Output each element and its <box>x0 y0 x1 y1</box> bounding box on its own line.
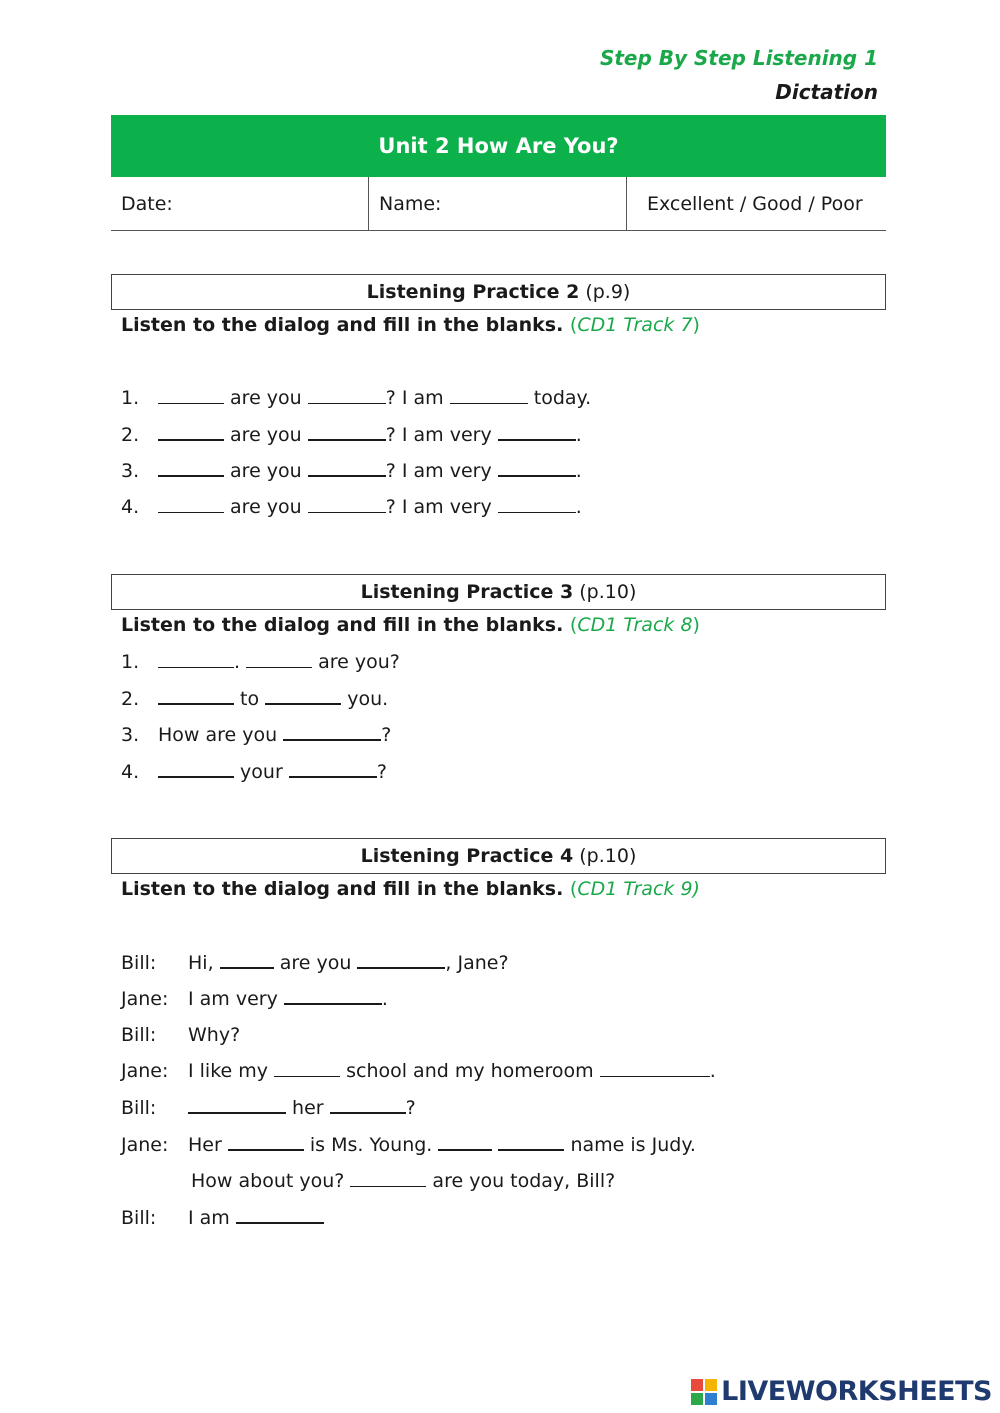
item-text: ? I am <box>385 387 450 409</box>
item-text: ? I am very <box>385 460 498 482</box>
blank[interactable] <box>283 723 381 741</box>
name-field: Name: <box>369 177 627 230</box>
dialog-line <box>121 1060 716 1082</box>
list-item <box>121 459 582 482</box>
dialog-line <box>121 1096 416 1119</box>
unit-title: Unit 2 How Are You? <box>378 134 619 158</box>
blank[interactable] <box>158 760 234 778</box>
dialog-text: I am <box>188 1207 236 1229</box>
blank[interactable] <box>158 459 224 477</box>
blank[interactable] <box>308 496 386 513</box>
item-text: . <box>575 424 582 446</box>
dialog-text: name is Judy. <box>564 1134 696 1156</box>
instruction-practice-3 <box>121 614 700 636</box>
dialog-text: school and my homeroom <box>340 1060 600 1082</box>
dialog-text: are you <box>273 952 358 974</box>
blank[interactable] <box>158 651 234 668</box>
instruction-practice-2 <box>121 314 700 336</box>
speaker-label: Bill: <box>121 1207 157 1229</box>
item-number: 2. <box>121 688 140 710</box>
item-text: today. <box>527 387 592 409</box>
section-header-practice-3 <box>111 574 886 610</box>
speaker-label: Bill: <box>121 1097 157 1119</box>
track-label: CD1 Track 7 <box>577 314 693 336</box>
dialog-text: are you today, Bill? <box>426 1170 616 1192</box>
item-text: are you? <box>312 651 400 673</box>
date-field: Date: <box>111 177 369 230</box>
instruction-practice-4 <box>121 878 700 900</box>
blank[interactable] <box>350 1170 426 1187</box>
unit-banner <box>111 115 886 177</box>
item-text: How are you <box>158 724 284 746</box>
series-title: Step By Step Listening 1 <box>599 46 878 70</box>
section-header-practice-4 <box>111 838 886 874</box>
blank[interactable] <box>158 496 224 513</box>
dialog-line <box>191 1170 615 1192</box>
dialog-text: Why? <box>188 1024 241 1046</box>
dialog-line <box>121 1206 324 1229</box>
item-text: your <box>234 761 289 783</box>
blank[interactable] <box>158 387 224 404</box>
section-title: Listening Practice 3 <box>360 581 574 603</box>
dialog-text: Hi, <box>188 952 220 974</box>
item-number: 1. <box>121 387 140 409</box>
blank[interactable] <box>246 651 312 668</box>
blank[interactable] <box>220 951 274 969</box>
list-item <box>121 423 582 446</box>
liveworksheets-logo <box>691 1376 992 1407</box>
list-item <box>121 760 387 783</box>
item-text: . <box>234 651 247 673</box>
blank[interactable] <box>158 687 234 705</box>
dialog-text: I like my <box>188 1060 275 1082</box>
list-item <box>121 651 400 673</box>
item-text: to <box>234 688 266 710</box>
speaker-label: Jane: <box>121 1060 169 1082</box>
track-paren: ) <box>692 614 700 636</box>
speaker-label: Bill: <box>121 952 157 974</box>
dialog-text: is Ms. Young. <box>303 1134 439 1156</box>
blank[interactable] <box>308 423 386 441</box>
blank[interactable] <box>228 1133 304 1151</box>
dialog-line <box>121 1024 240 1046</box>
grade-field: Excellent / Good / Poor <box>647 192 863 215</box>
blank[interactable] <box>265 687 341 705</box>
track-paren: ) <box>692 314 700 336</box>
section-page: (p.10) <box>579 845 637 867</box>
list-item <box>121 496 582 518</box>
instruction-text: Listen to the dialog and fill in the blanks. <box>121 878 564 900</box>
instruction-text: Listen to the dialog and fill in the blanks. <box>121 614 564 636</box>
blank[interactable] <box>284 987 382 1005</box>
dialog-text: , Jane? <box>445 952 509 974</box>
item-text: are you <box>224 387 308 409</box>
blank[interactable] <box>438 1133 492 1151</box>
section-page: (p.10) <box>579 581 637 603</box>
blank[interactable] <box>498 496 576 513</box>
section-page: (p.9) <box>585 281 631 303</box>
blank[interactable] <box>308 459 386 477</box>
dialog-text: her <box>286 1097 330 1119</box>
item-text: you. <box>341 688 389 710</box>
track-label: CD1 Track 9) <box>577 878 700 900</box>
list-item <box>121 723 391 746</box>
section-title: Listening Practice 2 <box>366 281 580 303</box>
item-text: are you <box>224 496 308 518</box>
list-item <box>121 387 591 409</box>
section-header-practice-2 <box>111 274 886 310</box>
dialog-text: How about you? <box>191 1170 351 1192</box>
blank[interactable] <box>498 1133 564 1151</box>
blank[interactable] <box>188 1096 286 1114</box>
logo-icon <box>691 1379 717 1405</box>
item-text: are you <box>224 424 308 446</box>
info-row <box>111 177 886 231</box>
dialog-line <box>121 1133 696 1156</box>
item-number: 3. <box>121 460 140 482</box>
dialog-text: ? <box>405 1097 416 1119</box>
dialog-text: . <box>381 988 388 1010</box>
dialog-line <box>121 951 509 974</box>
blank[interactable] <box>498 459 576 477</box>
instruction-text: Listen to the dialog and fill in the blanks. <box>121 314 564 336</box>
blank[interactable] <box>158 423 224 441</box>
blank[interactable] <box>498 423 576 441</box>
track-paren: ( <box>569 314 578 336</box>
item-text: ? <box>381 724 392 746</box>
blank[interactable] <box>274 1060 340 1077</box>
track-paren: ( <box>569 878 578 900</box>
dialog-line <box>121 987 388 1010</box>
section-title: Listening Practice 4 <box>360 845 574 867</box>
blank[interactable] <box>450 387 528 404</box>
blank[interactable] <box>289 760 377 778</box>
track-label: CD1 Track 8 <box>577 614 693 636</box>
list-item <box>121 687 388 710</box>
item-number: 1. <box>121 651 140 673</box>
item-text: ? I am very <box>385 424 498 446</box>
item-text: ? <box>376 761 387 783</box>
speaker-label: Bill: <box>121 1024 157 1046</box>
blank[interactable] <box>236 1206 324 1224</box>
blank[interactable] <box>357 951 445 969</box>
speaker-label: Jane: <box>121 1134 169 1156</box>
dialog-text: Her <box>188 1134 228 1156</box>
dialog-text: I am very <box>188 988 284 1010</box>
item-number: 3. <box>121 724 140 746</box>
item-text: are you <box>224 460 308 482</box>
item-text: . <box>575 460 582 482</box>
blank[interactable] <box>600 1060 710 1077</box>
item-text: ? I am very <box>385 496 498 518</box>
worksheet-type: Dictation <box>775 80 878 104</box>
item-number: 4. <box>121 761 140 783</box>
speaker-label: Jane: <box>121 988 169 1010</box>
item-number: 4. <box>121 496 140 518</box>
blank[interactable] <box>308 387 386 404</box>
item-text: . <box>575 496 582 518</box>
logo-text: LIVEWORKSHEETS <box>721 1376 992 1407</box>
item-number: 2. <box>121 424 140 446</box>
blank[interactable] <box>330 1096 406 1114</box>
dialog-text: . <box>709 1060 716 1082</box>
track-paren: ( <box>569 614 578 636</box>
